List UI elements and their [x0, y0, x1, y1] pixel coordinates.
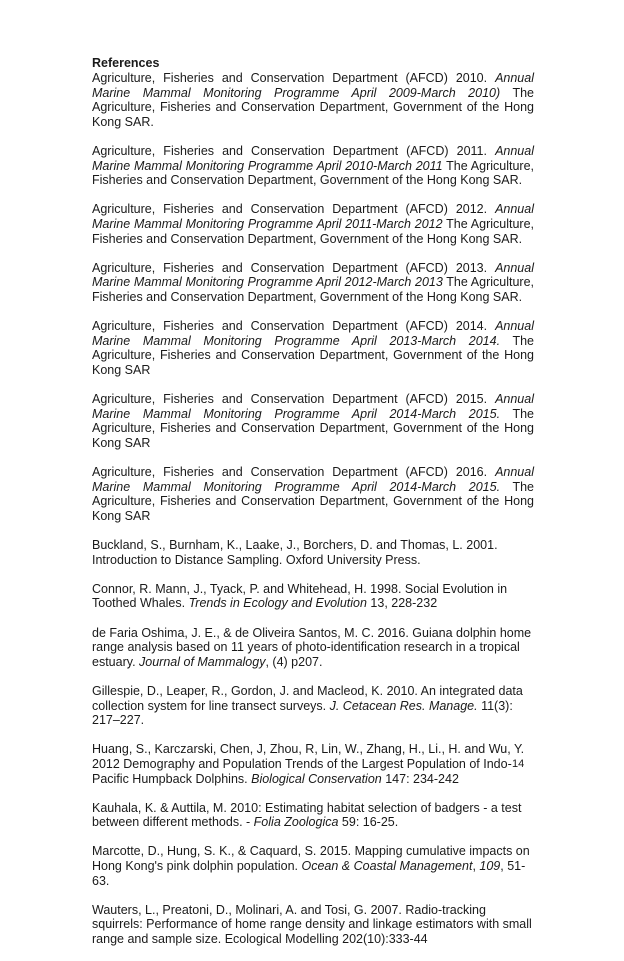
reference-volume: 109	[479, 859, 501, 874]
reference-text: Kauhala, K. & Auttila, M. 2010: Estimating habitat selection of badgers - a test between different methods. -	[92, 800, 522, 830]
reference-text: ,	[472, 859, 480, 874]
reference-title: Annual Marine Mammal Monitoring Programme April 2013-March 2014.	[92, 319, 534, 348]
reference-text: Buckland, S., Burnham, K., Laake, J., Borchers, D. and Thomas, L. 2001. Introduction to Distance Sampling. Oxford University Press.	[92, 538, 498, 567]
reference-item	[92, 626, 534, 670]
reference-title: Annual Marine Mammal Monitoring Programme April 2012-March 2013	[92, 260, 534, 290]
reference-text: 147: 234-242	[381, 771, 459, 786]
reference-text: The Agriculture, Fisheries and Conservation Department, Government of the Hong Kong SAR	[92, 333, 534, 377]
reference-text: The Agriculture, Fisheries and Conservation Department, Government of the Hong Kong SAR.	[92, 216, 534, 246]
reference-text: Agriculture, Fisheries and Conservation Department (AFCD) 2016.	[92, 465, 496, 480]
reference-item	[92, 538, 534, 567]
reference-text: The Agriculture, Fisheries and Conservation Department, Government of the Hong Kong SAR.	[92, 158, 534, 188]
reference-text: Marcotte, D., Hung, S. K., & Caquard, S. 2015. Mapping cumulative impacts on Hong Kong's pink dolphin population.	[92, 844, 530, 874]
reference-text: Huang, S., Karczarski, Chen, J, Zhou, R, Lin, W., Zhang, H., Li., H. and Wu, Y. 2012 Demography and Population Trends of the Largest Population of Indo-Pacific Humpback Dolphins.	[92, 742, 525, 786]
reference-text: Agriculture, Fisheries and Conservation Department (AFCD) 2010.	[92, 71, 496, 85]
reference-text: The Agriculture, Fisheries and Conservation Department, Government of the Hong Kong SAR	[92, 479, 534, 523]
reference-text: de Faria Oshima, J. E., & de Oliveira Santos, M. C. 2016. Guiana dolphin home range analysis based on 11 years of photo-identification research in a tropical estuary.	[92, 625, 532, 669]
reference-text: The Agriculture, Fisheries and Conservation Department, Government of the Hong Kong SAR	[92, 406, 534, 450]
references-page	[92, 56, 534, 961]
reference-text: Wauters, L., Preatoni, D., Molinari, A. and Tosi, G. 2007. Radio-tracking squirrels: Performance of home range density and linkage estimators with small range and sample size. Ecological Modelling 202(10):333-44	[92, 902, 532, 947]
reference-text: Agriculture, Fisheries and Conservation Department (AFCD) 2015.	[92, 392, 496, 407]
reference-text: , 51-63.	[92, 859, 526, 888]
reference-text: Connor, R. Mann, J., Tyack, P. and Whitehead, H. 1998. Social Evolution in Toothed Whales.	[92, 581, 508, 611]
reference-text: The Agriculture, Fisheries and Conservation Department, Government of the Hong Kong SAR.	[92, 85, 534, 129]
reference-text: Agriculture, Fisheries and Conservation Department (AFCD) 2011.	[92, 143, 496, 158]
reference-title: Annual Marine Mammal Monitoring Programme April 2014-March 2015.	[92, 465, 534, 494]
reference-item	[92, 144, 534, 188]
reference-text: , (4) p207.	[265, 654, 323, 669]
reference-text: Gillespie, D., Leaper, R., Gordon, J. and Macleod, K. 2010. An integrated data collection system for line transect surveys.	[92, 683, 523, 713]
reference-text: 11(3): 217–227.	[92, 698, 513, 728]
reference-item	[92, 465, 534, 523]
reference-item	[92, 582, 534, 611]
reference-item	[92, 261, 534, 305]
reference-title: Annual Marine Mammal Monitoring Programme April 2011-March 2012	[92, 202, 534, 231]
reference-text: 13, 228-232	[366, 596, 438, 611]
reference-item	[92, 742, 534, 786]
reference-item	[92, 684, 534, 728]
reference-title: J. Cetacean Res. Manage.	[329, 698, 478, 713]
reference-text: Agriculture, Fisheries and Conservation Department (AFCD) 2013.	[92, 260, 496, 275]
reference-item	[92, 903, 534, 947]
reference-item	[92, 801, 534, 830]
reference-title: Biological Conservation	[251, 771, 382, 786]
reference-item	[92, 71, 534, 129]
reference-title: Journal of Mammalogy	[139, 654, 266, 669]
reference-title: Folia Zoologica	[253, 815, 339, 830]
reference-title: Annual Marine Mammal Monitoring Programme April 2009-March 2010)	[92, 71, 534, 100]
reference-item	[92, 392, 534, 450]
reference-title: Trends in Ecology and Evolution	[188, 596, 367, 611]
reference-text: The Agriculture, Fisheries and Conservation Department, Government of the Hong Kong SAR.	[92, 275, 535, 304]
page-number: 14	[512, 758, 525, 770]
reference-title: Ocean & Coastal Management	[301, 859, 473, 874]
reference-item	[92, 319, 534, 377]
reference-text: Agriculture, Fisheries and Conservation Department (AFCD) 2012.	[92, 202, 496, 217]
reference-title: Annual Marine Mammal Monitoring Programme April 2010-March 2011	[92, 143, 534, 173]
reference-item	[92, 202, 534, 246]
reference-title: Annual Marine Mammal Monitoring Programme April 2014-March 2015.	[92, 392, 534, 421]
reference-item	[92, 844, 534, 888]
reference-text: 59: 16-25.	[338, 815, 399, 830]
reference-text: Agriculture, Fisheries and Conservation Department (AFCD) 2014.	[92, 319, 496, 334]
references-heading: References	[92, 56, 160, 70]
reference-list	[92, 71, 534, 947]
